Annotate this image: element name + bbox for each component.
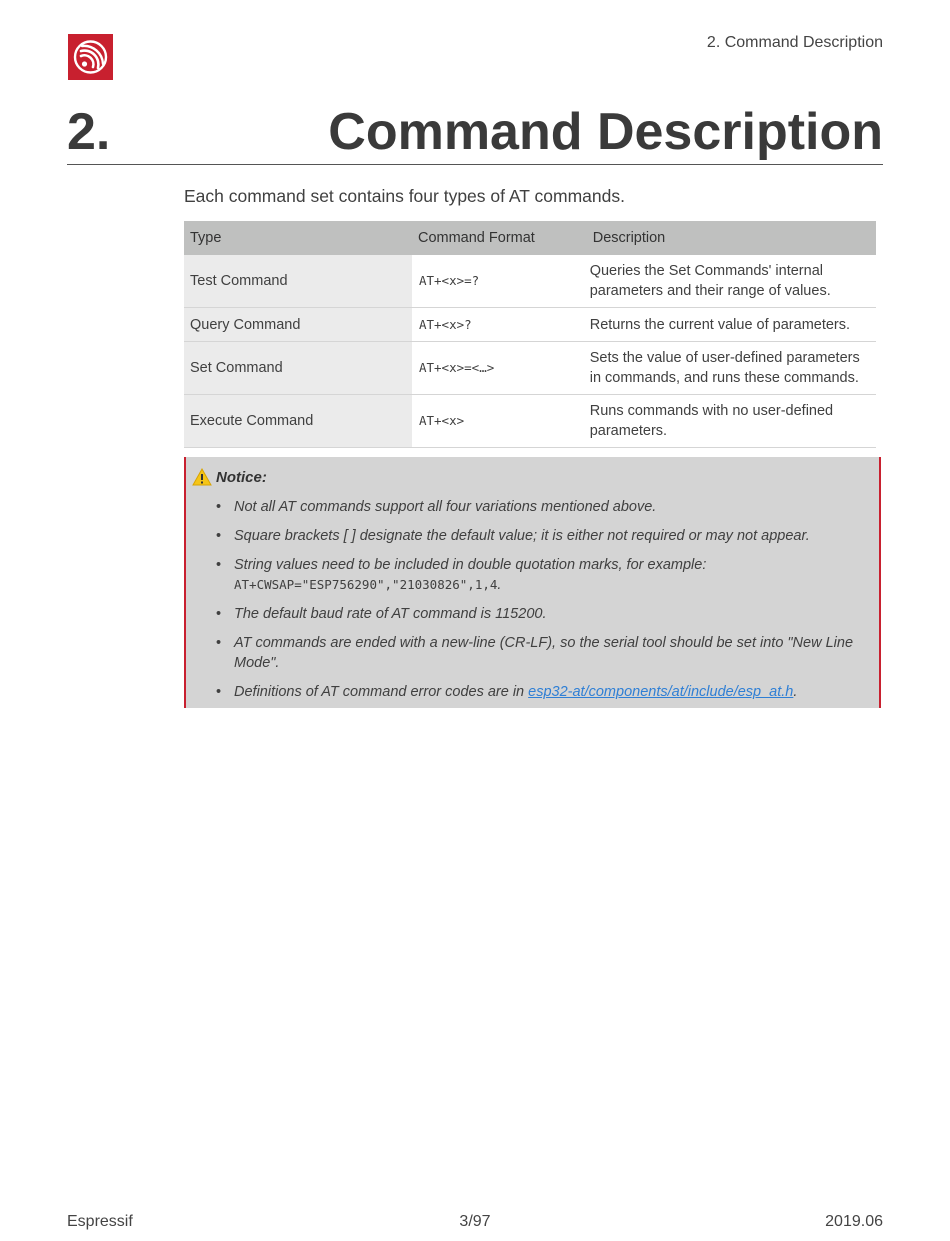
notice-item-text: Square brackets [ ] designate the default value; it is either not required or may not appear. [234,528,810,544]
notice-item-text: Definitions of AT command error codes are in [234,684,525,700]
cell-description: Sets the value of user-defined parameters in commands, and runs these commands. [584,342,876,395]
list-item [234,555,864,595]
list-item [234,497,864,517]
list-item [234,633,864,673]
example-suffix: . [497,577,502,593]
notice-item-text: AT commands are ended with a new-line (CR-LF), so the serial tool should be set into "New Line Mode". [234,635,854,671]
cell-type: Test Command [184,255,412,308]
cell-format: AT+<x>=? [412,255,584,308]
table-row [184,255,876,308]
column-header-description: Description [584,221,876,255]
notice-item-text: String values need to be included in double quotation marks, for example: [234,557,707,573]
table-row [184,395,876,448]
notice-header [192,468,267,486]
chapter-number: 2. [67,103,111,161]
warning-icon [192,468,212,486]
chapter-heading [67,96,883,165]
cell-description: Returns the current value of parameters. [584,308,876,342]
cell-format: AT+<x>? [412,308,584,342]
notice-list [186,497,864,711]
footer-date: 2019.06 [825,1213,883,1230]
footer-page-number: 3/97 [459,1213,491,1230]
notice-box [184,457,881,708]
cell-description: Queries the Set Commands' internal parameters and their range of values. [584,255,876,308]
footer-company: Espressif [67,1213,133,1230]
example-code: AT+CWSAP="ESP756290","21030826",1,4 [234,577,498,592]
column-header-type: Type [184,221,412,255]
link-suffix: . [793,684,798,700]
list-item [234,682,864,702]
esp-at-header-link[interactable]: esp32-at/components/at/include/esp_at.h [528,684,794,700]
table-header-row [184,221,876,255]
cell-type: Set Command [184,342,412,395]
cell-type: Query Command [184,308,412,342]
espressif-logo-icon [68,34,113,80]
running-header: 2. Command Description [706,34,883,51]
cell-format: AT+<x> [412,395,584,448]
table-row [184,308,876,342]
intro-paragraph: Each command set contains four types of AT commands. [184,186,625,206]
cell-type: Execute Command [184,395,412,448]
cell-description: Runs commands with no user-defined parameters. [584,395,876,448]
column-header-format: Command Format [412,221,584,255]
command-types-table [184,221,876,448]
list-item [234,526,864,546]
notice-item-text: Not all AT commands support all four variations mentioned above. [234,499,657,515]
notice-item-text: The default baud rate of AT command is 115200. [234,606,547,622]
table-row [184,342,876,395]
notice-title: Notice: [216,468,267,486]
list-item [234,604,864,624]
cell-format: AT+<x>=<…> [412,342,584,395]
chapter-title: Command Description [328,103,883,161]
